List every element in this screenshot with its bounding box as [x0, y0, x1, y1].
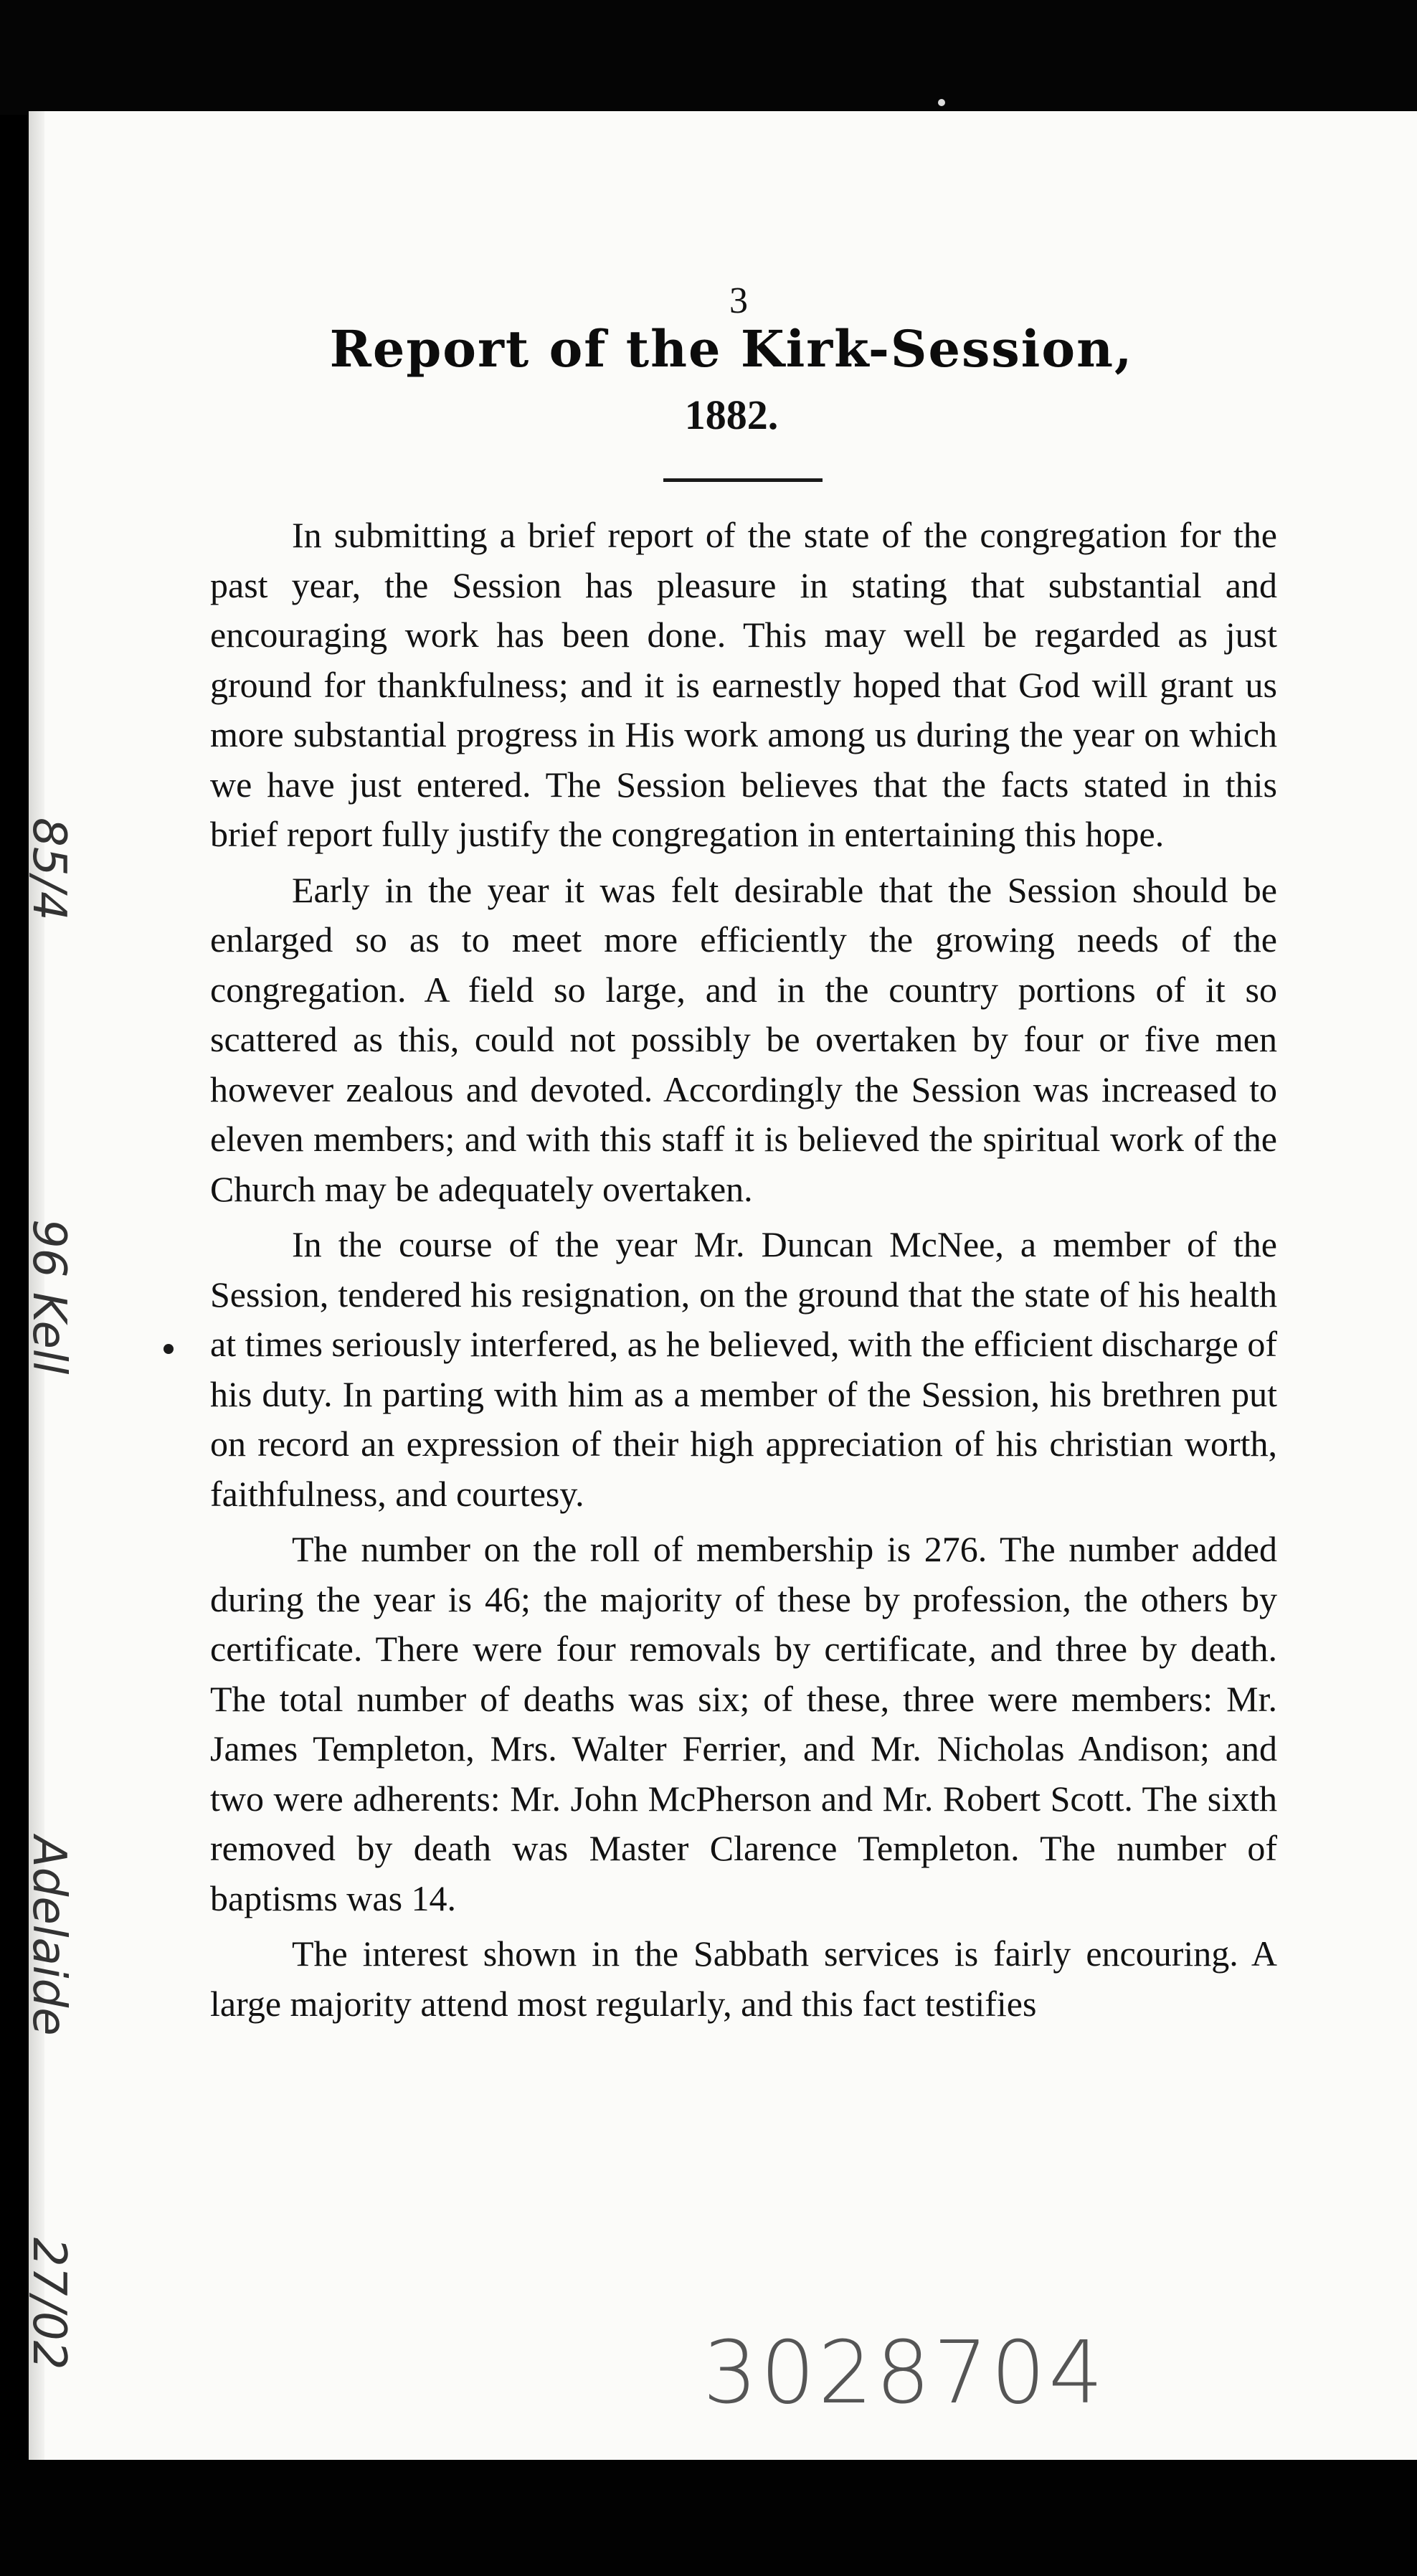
film-speck	[938, 99, 945, 106]
handwritten-margin-notes	[22, 818, 97, 2453]
paragraph-membership: The number on the roll of membership is 276. The number added during the year is 46; the majority of these by profession, the others by certificate. There were four removals by certificate, and three by death. The total number of deaths was six; of these, three were members: Mr. James Templeton, Mrs. Walter Ferrier, and Mr. Nicholas Andison; and two were adherents: Mr. John McPherson and Mr. Robert Scott. The sixth removed by death was Master Clarence Templeton. The number of baptisms was 14.	[210, 1529, 1277, 1918]
margin-note-2: 96 Kell	[22, 1219, 75, 1375]
margin-note-1: 85/4	[22, 818, 75, 921]
title-divider	[663, 478, 823, 482]
paragraph-resignation: In the course of the year Mr. Duncan McNee, a member of the Session, tendered his resignation, on the ground that the state of his health at times seriously interfered, as he believed, with the efficient discharge of his duty. In parting with him as a member of the Session, his brethren put on record an expression of their high appreciation of his christian worth, faithfulness, and courtesy.	[210, 1224, 1277, 1514]
page-number: 3	[729, 280, 748, 321]
scan-bottom-border	[0, 2460, 1417, 2576]
report-year: 1882.	[684, 392, 779, 438]
paragraph-sabbath-services: The interest shown in the Sabbath services is fairly encouring. A large majority attend most regularly, and this fact testifies	[210, 1933, 1277, 2024]
margin-note-3: Adelaide	[22, 1836, 75, 2036]
handwritten-catalogue-number: 3028704	[703, 2324, 1106, 2423]
margin-note-4: 27/02	[22, 2238, 75, 2370]
paragraph-session-enlarged: Early in the year it was felt desirable that the Session should be enlarged so as to meet more efficiently the growing needs of the congregation. A field so large, and in the country portions of it so scattered as this, could not possibly be overtaken by four or five men however zealous and devoted. Accordingly the Session was increased to eleven members; and with this staff it is believed the spiritual work of the Church may be adequately overtaken.	[210, 869, 1277, 1209]
scan-top-border	[0, 0, 1417, 115]
page-title: Report of the Kirk-Session,	[329, 319, 1134, 379]
report-body	[210, 511, 1277, 2035]
paragraph-introduction: In submitting a brief report of the state of the congregation for the past year, the Session has pleasure in stating that substantial and encouraging work has been done. This may well be regarded as just ground for thankfulness; and it is earnestly hoped that God will grant us more substantial progress in His work among us during the year on which we have just entered. The Session believes that the facts stated in this brief report fully justify the congregation in entertaining this hope.	[210, 515, 1277, 854]
ink-speck	[164, 1344, 174, 1354]
